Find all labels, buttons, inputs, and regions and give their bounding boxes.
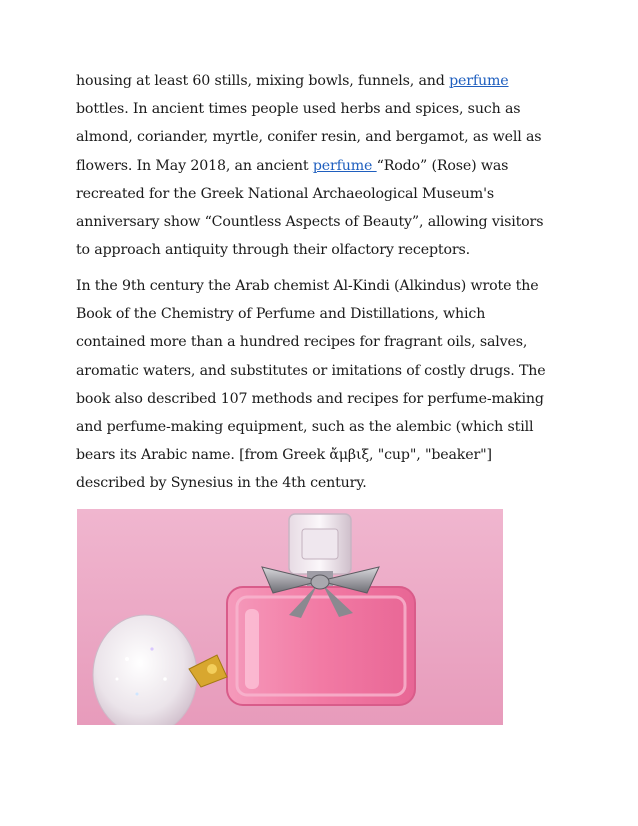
text-line: to approach antiquity through their olfactory receptors. (76, 242, 470, 259)
text-line (76, 152, 576, 180)
text-line: In the 9th century the Arab chemist Al-Kindi (Alkindus) wrote the (76, 278, 539, 294)
text-line: contained more than a hundred recipes for fragrant oils, salves, (76, 334, 528, 351)
text-line: book also described 107 methods and recipes for perfume-making (76, 390, 544, 407)
text-line: described by Synesius in the 4th century. (76, 475, 367, 492)
paragraph-al-kindi (76, 272, 576, 498)
perfume-link[interactable]: perfume (449, 73, 509, 89)
text-line: anniversary show “Countless Aspects of Beauty”, allowing visitors (76, 214, 544, 231)
text-segment: flowers. In May 2018, an ancient (76, 157, 313, 174)
text-line: bears its Arabic name. [from Greek ἄμβιξ, "cup", "beaker"] (76, 447, 492, 464)
text-line: recreated for the Greek National Archaeological Museum's (76, 185, 494, 202)
bottle-body (227, 587, 415, 705)
text-segment: housing at least 60 stills, mixing bowls, funnels, and (76, 73, 450, 89)
perfume-link-2[interactable]: perfume (312, 157, 377, 174)
text-line (76, 67, 576, 95)
perfume-bottle-illustration (77, 509, 503, 725)
paragraph-perfume-history (76, 67, 576, 264)
text-line: almond, coriander, myrtle, conifer resin, and bergamot, as well as (76, 129, 542, 146)
text-segment: “Rodo” (Rose) was (376, 157, 509, 174)
text-line: aromatic waters, and substitutes or imitations of costly drugs. The (76, 362, 546, 379)
text-line: Book of the Chemistry of Perfume and Distillations, which (76, 306, 486, 323)
perfume-bottle-photo (77, 509, 503, 725)
text-line: bottles. In ancient times people used herbs and spices, such as (76, 101, 521, 118)
text-line: and perfume-making equipment, such as the alembic (which still (76, 419, 534, 436)
